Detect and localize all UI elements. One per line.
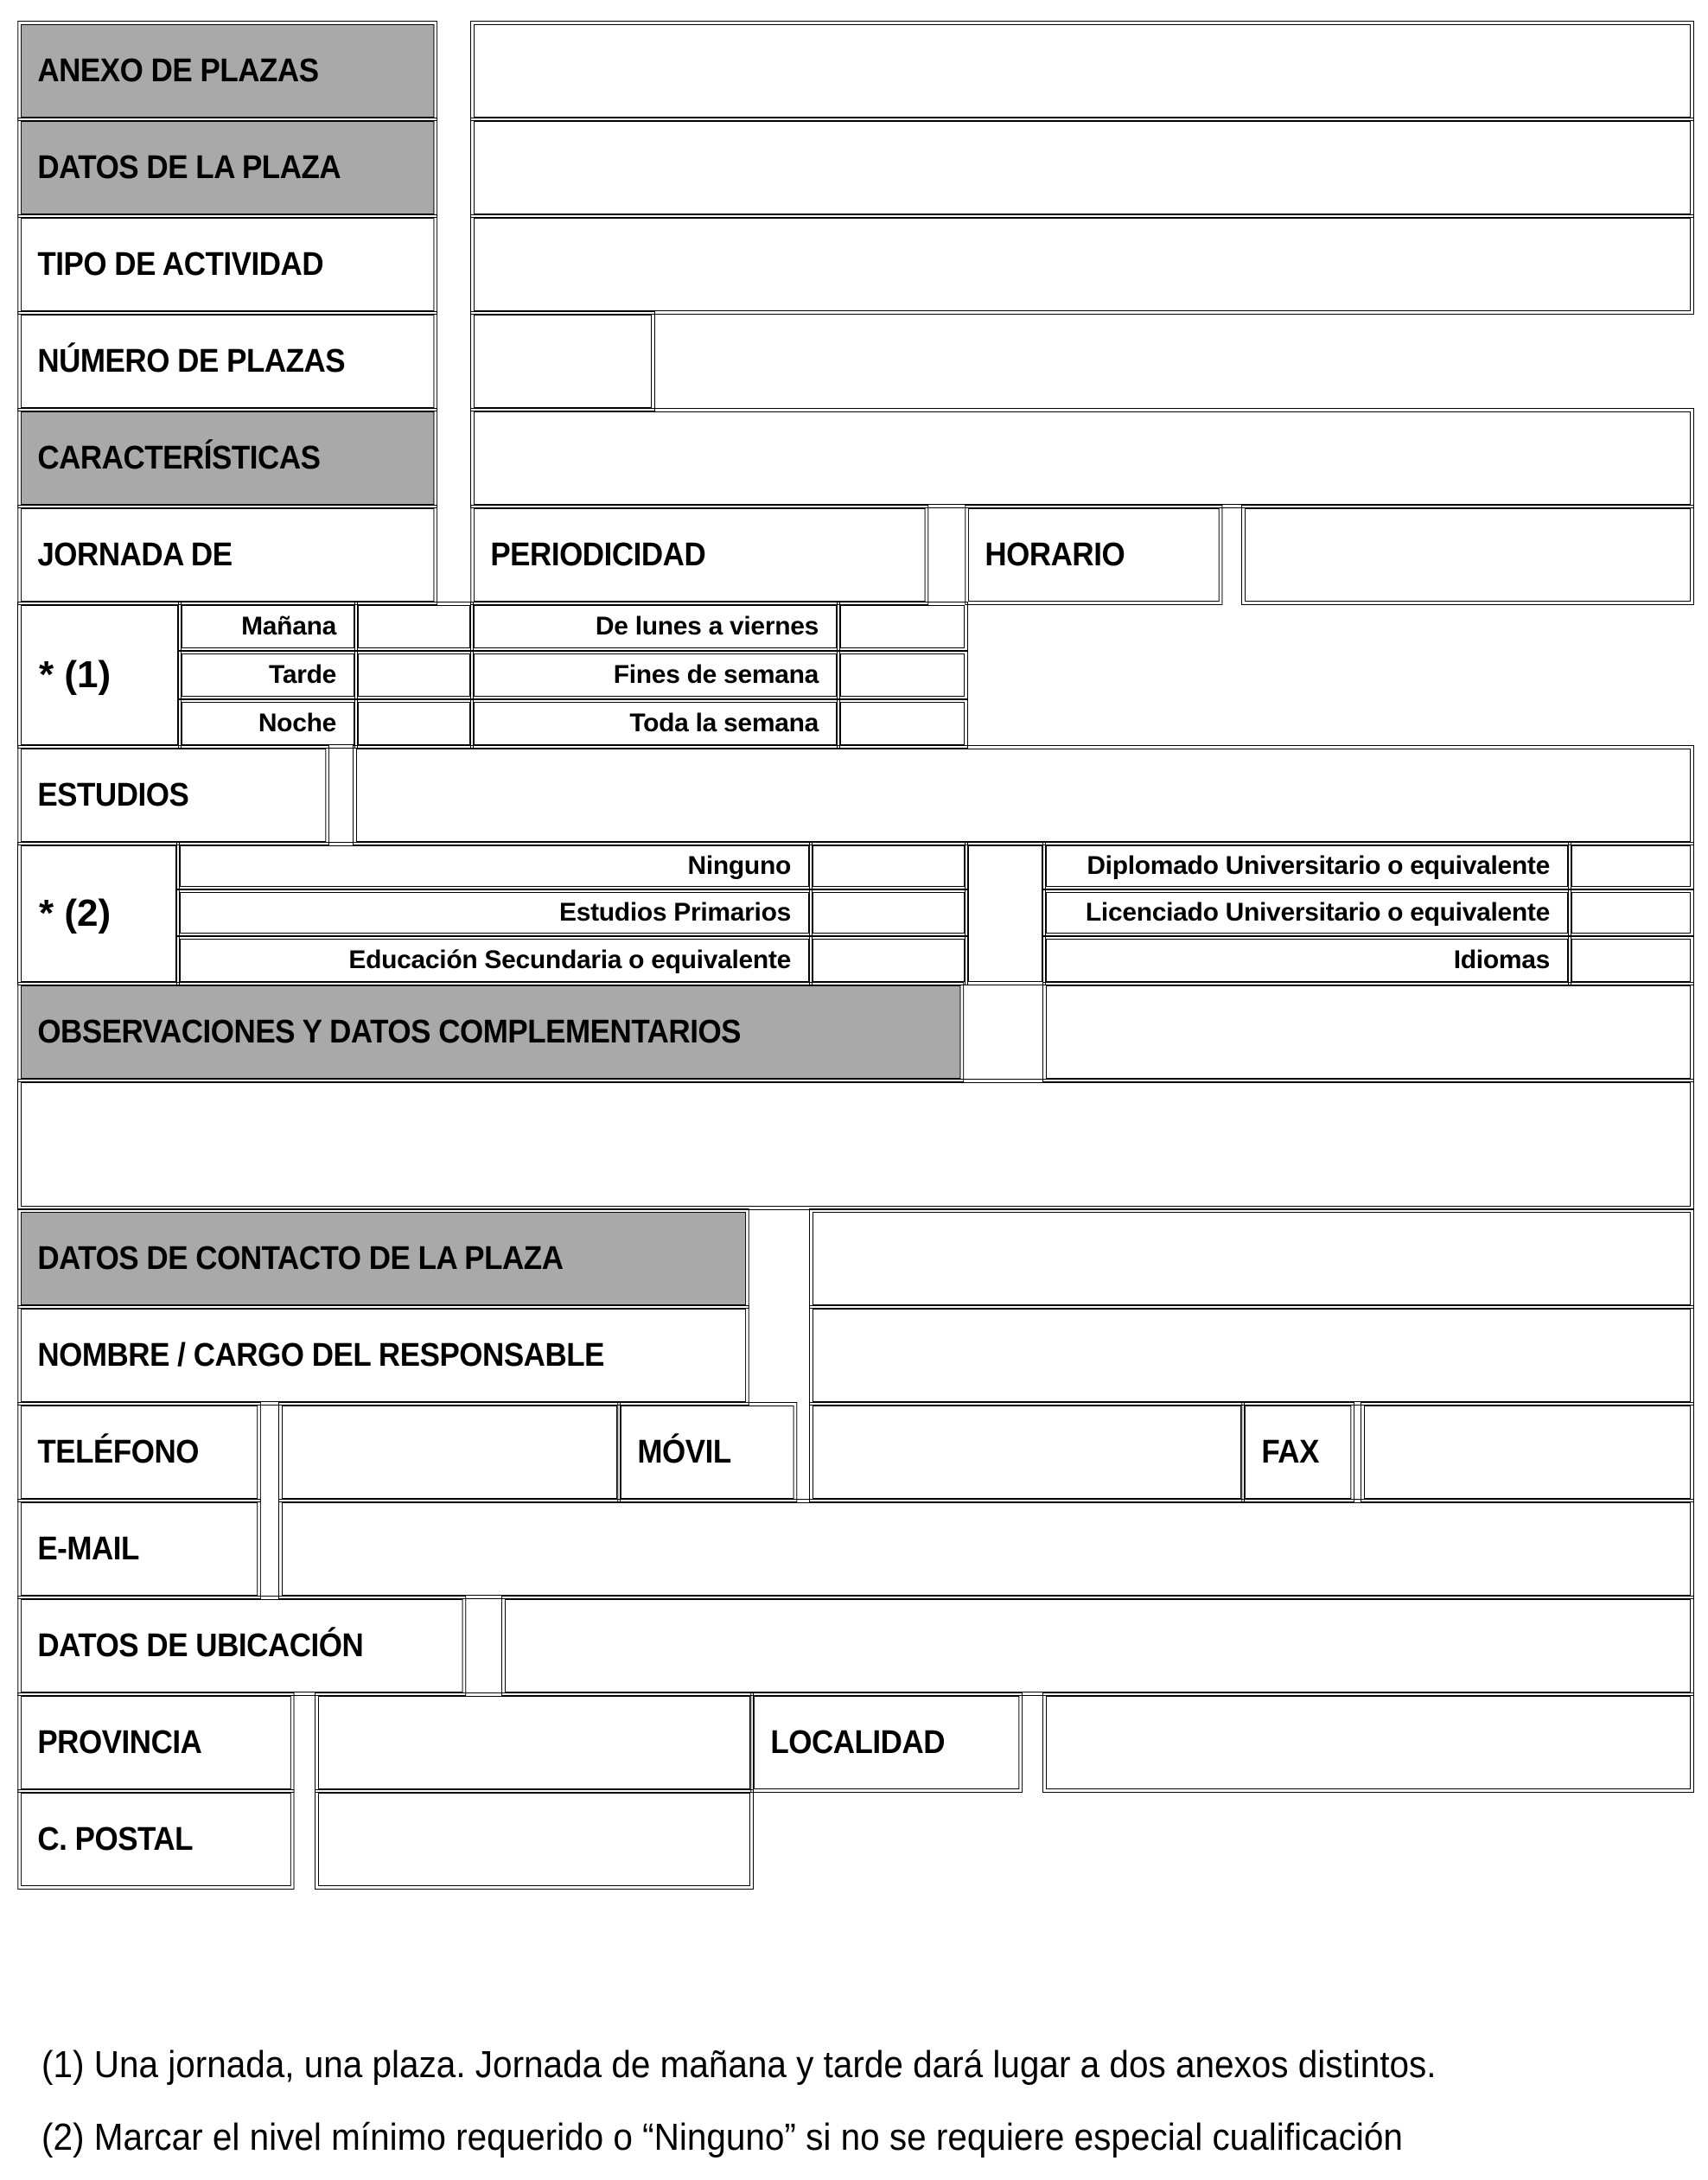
estudios-field[interactable]	[356, 749, 1691, 842]
ubicacion-label: DATOS DE UBICACIÓN	[21, 1599, 463, 1692]
estudios-option-label: Estudios Primarios	[180, 892, 809, 934]
horario-label: HORARIO	[968, 508, 1220, 602]
contacto-label: DATOS DE CONTACTO DE LA PLAZA	[21, 1212, 746, 1305]
caracteristicas-field[interactable]	[474, 411, 1691, 505]
estudios-option-label: Diplomado Universitario o equivalente	[1046, 845, 1568, 887]
responsable-label: NOMBRE / CARGO DEL RESPONSABLE	[21, 1309, 746, 1402]
periodicidad-option-checkbox[interactable]	[840, 653, 965, 697]
mark-2: * (2)	[21, 845, 176, 982]
jornada-option-label: Noche	[182, 702, 354, 745]
jornada-option-checkbox[interactable]	[358, 605, 470, 648]
jornada-label: JORNADA DE	[21, 508, 434, 602]
datos-plaza-field[interactable]	[474, 121, 1691, 214]
provincia-field[interactable]	[318, 1696, 750, 1789]
datos-plaza-label: DATOS DE LA PLAZA	[21, 121, 434, 214]
numero-plazas-label: NÚMERO DE PLAZAS	[21, 315, 434, 408]
ubicacion-field[interactable]	[505, 1599, 1691, 1692]
tipo-actividad-label: TIPO DE ACTIVIDAD	[21, 218, 434, 311]
fax-field[interactable]	[1364, 1406, 1691, 1499]
estudios-option-label: Educación Secundaria o equivalente	[180, 939, 809, 982]
periodicidad-label: PERIODICIDAD	[474, 508, 926, 602]
numero-plazas-field[interactable]	[474, 315, 652, 408]
estudios-option-checkbox[interactable]	[813, 892, 965, 934]
contacto-field[interactable]	[813, 1212, 1691, 1305]
telefono-field[interactable]	[282, 1406, 617, 1499]
jornada-option-checkbox[interactable]	[358, 702, 470, 745]
periodicidad-option-label: Fines de semana	[474, 653, 837, 697]
jornada-option-checkbox[interactable]	[358, 653, 470, 697]
movil-field[interactable]	[813, 1406, 1241, 1499]
observaciones-side-field[interactable]	[1046, 985, 1691, 1079]
postal-field[interactable]	[318, 1793, 750, 1886]
anexo-field[interactable]	[474, 24, 1691, 118]
estudios-option-checkbox[interactable]	[1571, 939, 1691, 982]
estudios-option-label: Idiomas	[1046, 939, 1568, 982]
mark-1: * (1)	[21, 605, 178, 745]
localidad-label: LOCALIDAD	[754, 1696, 1019, 1789]
jornada-option-label: Tarde	[182, 653, 354, 697]
estudios-option-checkbox[interactable]	[1571, 892, 1691, 934]
footnote-2: (2) Marcar el nivel mínimo requerido o “Ninguno” si no se requiere especial cualificación	[41, 2116, 1403, 2158]
estudios-spacer	[968, 845, 1042, 982]
fax-label: FAX	[1245, 1406, 1351, 1499]
localidad-field[interactable]	[1046, 1696, 1691, 1789]
telefono-label: TELÉFONO	[21, 1406, 258, 1499]
observaciones-label: OBSERVACIONES Y DATOS COMPLEMENTARIOS	[21, 985, 960, 1079]
periodicidad-option-label: De lunes a viernes	[474, 605, 837, 648]
periodicidad-option-checkbox[interactable]	[840, 605, 965, 648]
movil-label: MÓVIL	[621, 1406, 794, 1499]
provincia-label: PROVINCIA	[21, 1696, 291, 1789]
horario-field[interactable]	[1245, 508, 1691, 602]
observaciones-field[interactable]	[21, 1082, 1691, 1207]
periodicidad-option-checkbox[interactable]	[840, 702, 965, 745]
estudios-option-label: Ninguno	[180, 845, 809, 887]
caracteristicas-label: CARACTERÍSTICAS	[21, 411, 434, 505]
estudios-option-checkbox[interactable]	[1571, 845, 1691, 887]
postal-label: C. POSTAL	[21, 1793, 291, 1886]
anexo-label: ANEXO DE PLAZAS	[21, 24, 434, 118]
estudios-option-checkbox[interactable]	[813, 939, 965, 982]
footnote-1: (1) Una jornada, una plaza. Jornada de mañana y tarde dará lugar a dos anexos distintos.	[41, 2043, 1437, 2086]
periodicidad-option-label: Toda la semana	[474, 702, 837, 745]
responsable-field[interactable]	[813, 1309, 1691, 1402]
email-label: E-MAIL	[21, 1502, 258, 1596]
jornada-option-label: Mañana	[182, 605, 354, 648]
estudios-label: ESTUDIOS	[21, 749, 326, 842]
tipo-actividad-field[interactable]	[474, 218, 1691, 311]
estudios-option-label: Licenciado Universitario o equivalente	[1046, 892, 1568, 934]
email-field[interactable]	[282, 1502, 1691, 1596]
estudios-option-checkbox[interactable]	[813, 845, 965, 887]
